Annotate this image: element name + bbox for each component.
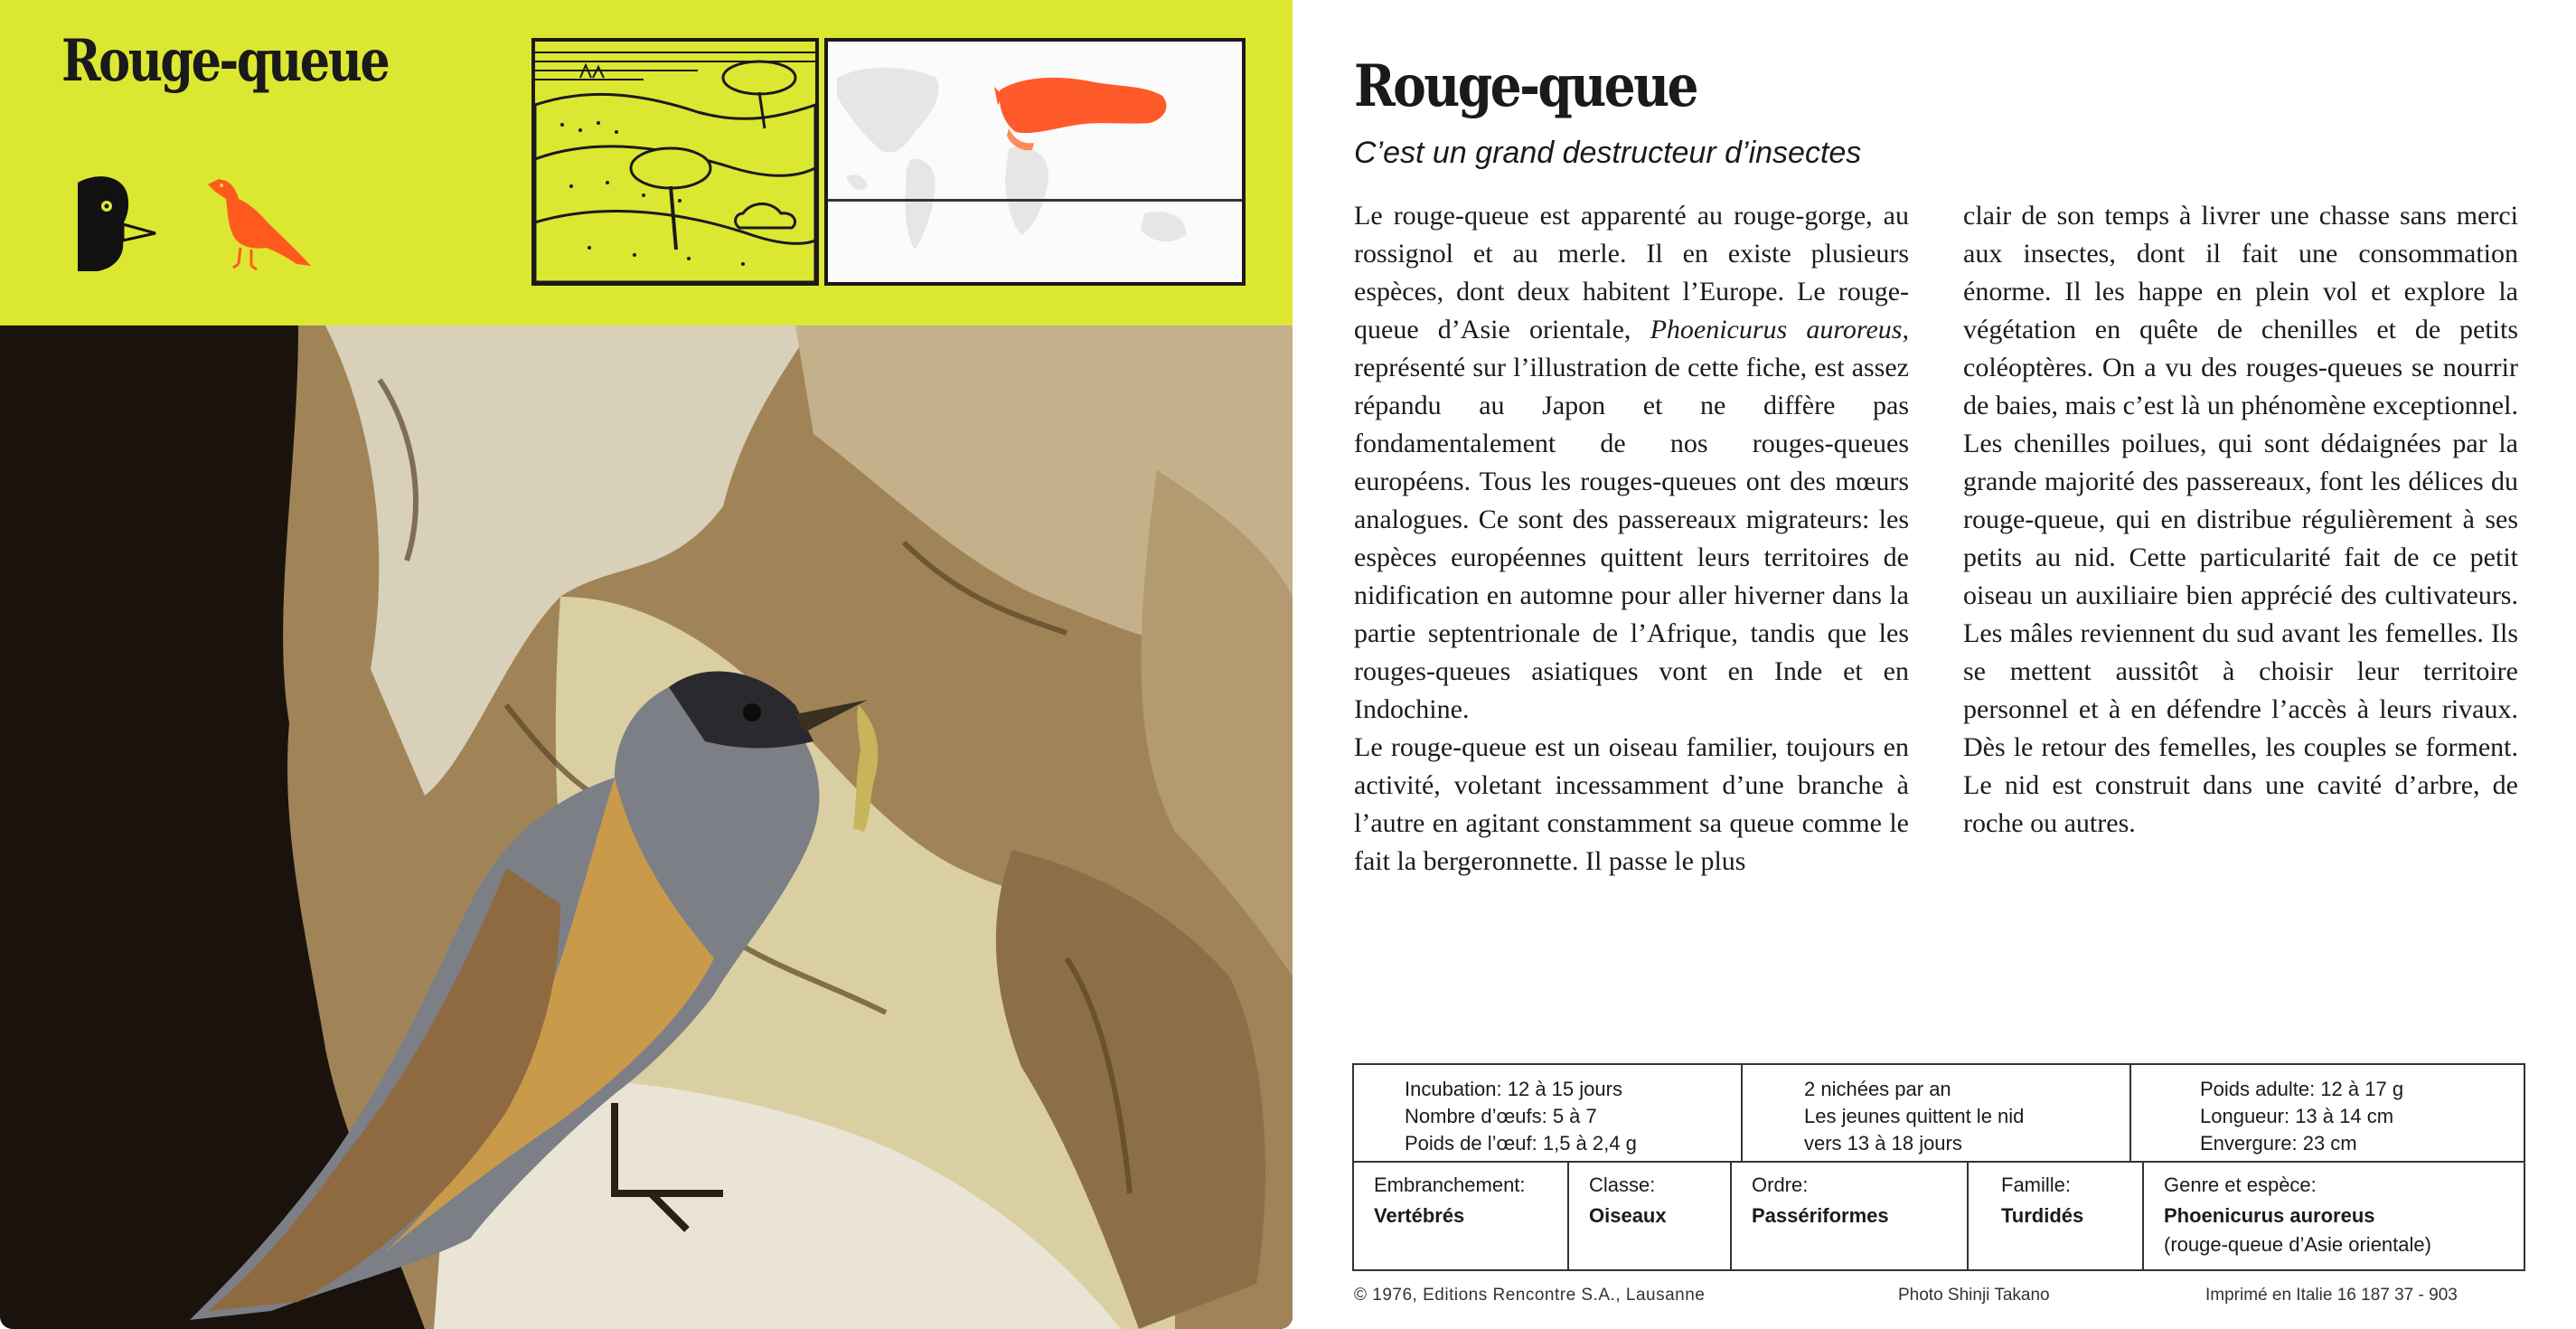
nesting-facts: 2 nichées par an Les jeunes quittent le nid vers 13 à 18 jours: [1743, 1065, 2131, 1161]
paragraph: Le rouge-queue est apparenté au rouge-gorge, au rossignol et au merle. Il en existe plusieurs espèces, dont deux habitent l’Europe. Le rouge-queue d’Asie orientale, Phoenicurus auroreus, représenté sur l’illustration de cette fiche, est assez répandu au Japon et ne diffère pas fondamentalement de nos rouges-queues européens. Tous les rouges-queues ont des mœurs analogues. Ce sont des passereaux migrateurs: les espèces européennes quittent leurs territoires de nidification en automne pour aller hiverner dans la partie septentrionale de l’Afrique, tandis que les rouges-queues asiatiques vont en Inde et en Indochine.: [1354, 201, 1909, 724]
right-card: [1302, 0, 2576, 1329]
reproduction-facts: Incubation: 12 à 15 jours Nombre d’œufs: 5 à 7 Poids de l’œuf: 1,5 à 2,4 g: [1354, 1065, 1743, 1161]
classe-cell: Classe: Oiseaux: [1569, 1161, 1732, 1269]
text-column-1: [1354, 197, 1909, 1020]
photo-credit: Photo Shinji Takano: [1898, 1286, 2050, 1305]
print-info: Imprimé en Italie 16 187 37 - 903: [2205, 1286, 2458, 1305]
embranchement-cell: Embranchement: Vertébrés: [1354, 1161, 1569, 1269]
facts-row: [1354, 1065, 2524, 1163]
classification-row: [1354, 1161, 2524, 1269]
paragraph: Le rouge-queue est un oiseau familier, toujours en activité, voletant incessamment d’une branche à l’autre en agitant constamment sa queue comme le fait la bergeronnette. Il passe le plus: [1354, 732, 1909, 876]
copyright-line: © 1976, Editions Rencontre S.A., Lausanne: [1354, 1286, 1706, 1305]
paragraph: clair de son temps à livrer une chasse sans merci aux insectes, dont il fait une consommation énorme. Il les happe en plein vol et explore la végétation en quête de chenilles et de petits coléoptères. On a vu des rouges-queues se nourrir de baies, mais c’est là un phénomène exceptionnel.: [1963, 201, 2518, 420]
species-name: Phoenicurus auroreus,: [1650, 315, 1909, 344]
world-range-map: [824, 38, 1246, 286]
article-title: Rouge-queue: [1354, 52, 1697, 120]
size-facts: Poids adulte: 12 à 17 g Longueur: 13 à 14 cm Envergure: 23 cm: [2200, 1078, 2404, 1155]
beak-icon: [71, 174, 161, 273]
ordre-cell: Ordre: Passériformes: [1732, 1161, 1969, 1269]
article-subtitle: C’est un grand destructeur d’insectes: [1354, 136, 1862, 170]
paragraph: Les chenilles poilues, qui sont dédaignées par la grande majorité des passereaux, font les délices du rouge-queue, qui en distribue régulièrement à ses petits au nid. Cette particularité fait de ce petit oiseau un auxiliaire bien apprécié des cultivateurs. Les mâles reviennent du sud avant les femelles. Ils se mettent aussitôt à choisir leur territoire personnel et à en défendre l’accès à leurs rivaux. Dès le retour des femelles, les couples se forment. Le nid est construit dans une cavité d’arbre, de roche ou autres.: [1963, 429, 2518, 838]
genre-cell: Genre et espèce: Phoenicurus auroreus (rouge-queue d’Asie orientale): [2164, 1173, 2431, 1256]
facts-table: [1352, 1063, 2525, 1271]
card-title: Rouge-queue: [61, 27, 389, 95]
songbird-icon: [199, 172, 316, 280]
text-column-2: [1963, 197, 2518, 1020]
header-band: [0, 0, 1293, 325]
habitat-illustration: [531, 38, 819, 286]
map-divider: [828, 199, 1242, 202]
bird-photo: [0, 325, 1293, 1329]
famille-cell: Famille: Turdidés: [1969, 1161, 2144, 1269]
